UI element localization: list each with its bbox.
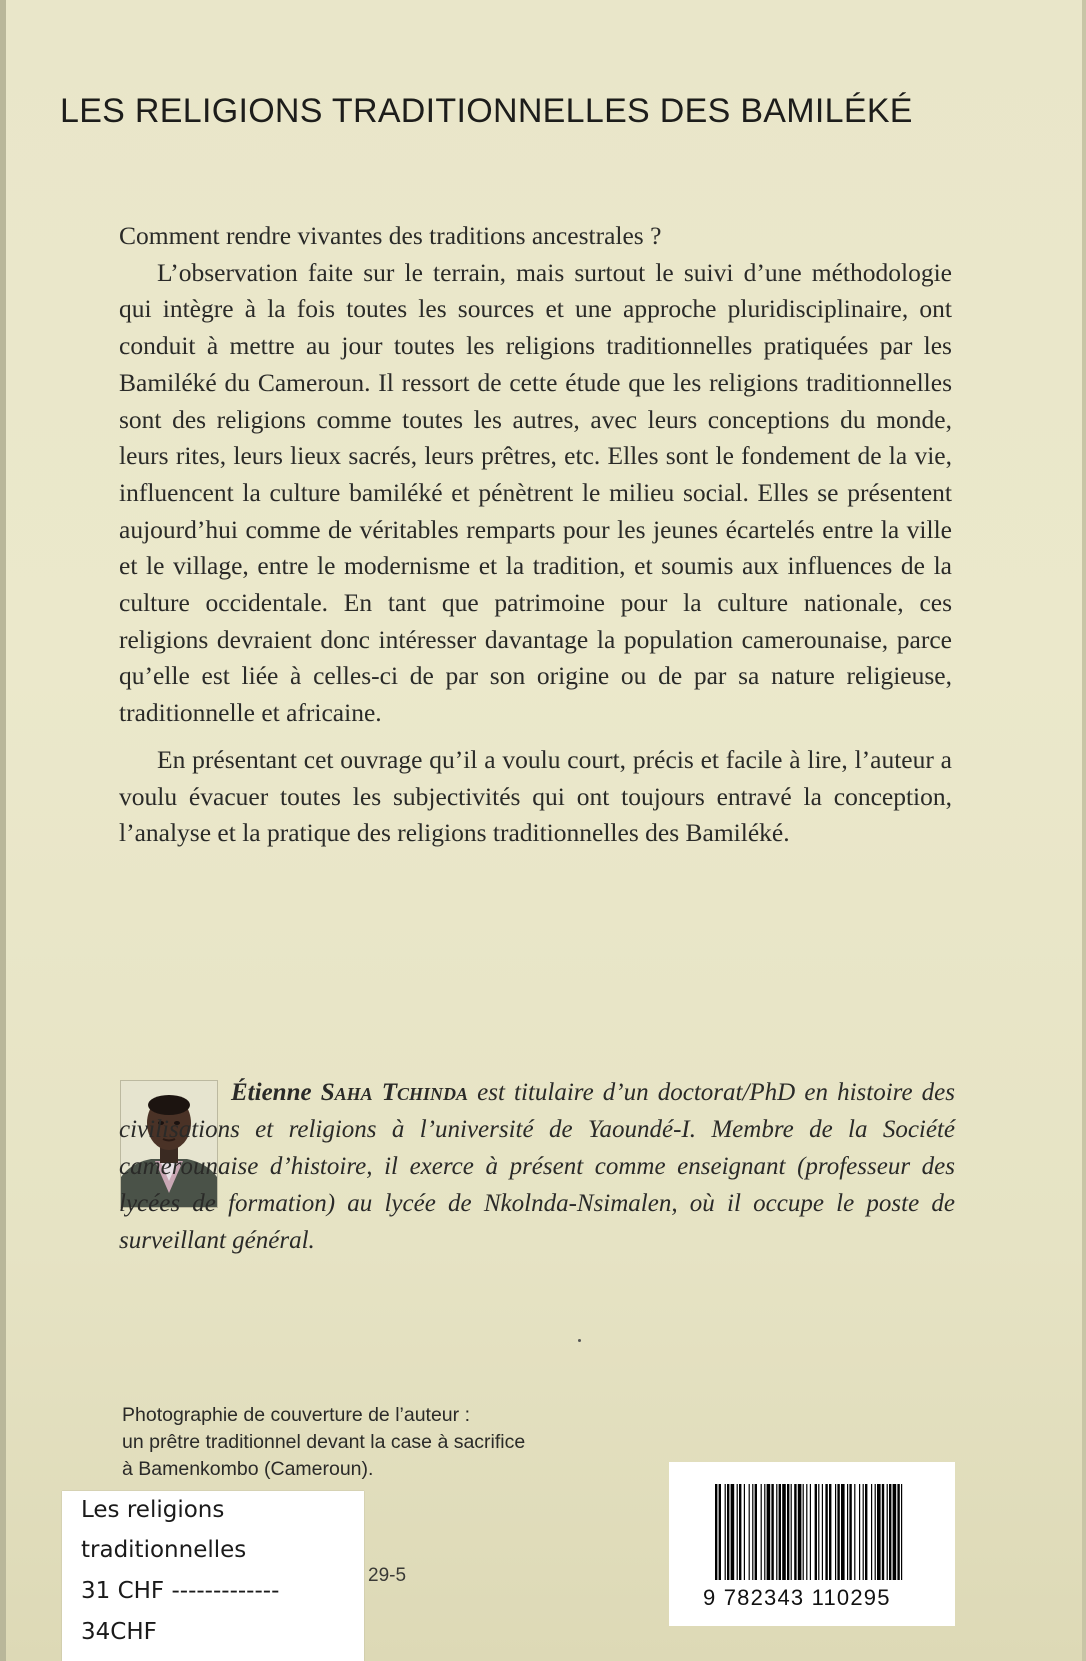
cover-edge-left — [0, 0, 6, 1661]
sticker-line-4: 34CHF — [81, 1619, 157, 1645]
cover-edge-right — [1082, 0, 1086, 1661]
blurb-paragraph-2: En présentant cet ouvrage qu’il a voulu court, précis et facile à lire, l’auteur a voulu évacuer toutes les subjectivités qui ont toujours entravé la conception, l’analyse et la pratique des religions traditionnelles des Bamiléké. — [119, 744, 952, 848]
blurb — [119, 218, 952, 852]
barcode-bars — [715, 1484, 905, 1584]
print-speck — [578, 1339, 581, 1342]
book-title: LES RELIGIONS TRADITIONNELLES DES BAMILÉKÉ — [60, 92, 913, 130]
author-first-name: Étienne — [231, 1079, 312, 1106]
author-bio-text: est titulaire d’un doctorat/PhD en histoire des civilisations et religions à l’université de Yaoundé-I. Membre de la Société camerounaise d’histoire, il exerce à présent comme enseignant (professeur des lycées de formation) au lycée de Nkolnda-Nsimalen, où il occupe le poste de surveillant général. — [119, 1079, 955, 1254]
sticker-line-1: Les religions — [81, 1497, 225, 1523]
barcode-digits: 9 782343 110295 — [703, 1585, 891, 1610]
author-bio — [119, 1074, 955, 1259]
sticker-line-3: 31 CHF ------------- — [81, 1578, 280, 1604]
isbn-partial: 29-5 — [368, 1565, 407, 1586]
sticker-line-2: traditionnelles — [81, 1537, 247, 1563]
price-sticker — [62, 1491, 364, 1661]
photo-caption-line-3: à Bamenkombo (Cameroun). — [122, 1458, 374, 1480]
photo-caption — [122, 1402, 682, 1483]
barcode — [669, 1462, 955, 1626]
author-name — [231, 1079, 468, 1106]
photo-caption-line-2: un prêtre traditionnel devant la case à sacrifice — [122, 1431, 526, 1453]
blurb-paragraph-1: L’observation faite sur le terrain, mais surtout le suivi d’une méthodologie qui intègre à la fois toutes les sources et une approche pluridisciplinaire, ont conduit à mettre au jour toutes les religions traditionnelles pratiquées par les Bamiléké du Cameroun. Il ressort de cette étude que les religions traditionnelles sont des religions comme toutes les autres, avec leurs conceptions du monde, leurs rites, leurs lieux sacrés, leurs prêtres, etc. Elles sont le fondement de la vie, influencent la culture bamiléké et pénètrent le milieu social. Elles se présentent aujourd’hui comme de véritables remparts pour les jeunes écartelés entre la ville et le village, entre le modernisme et la tradition, et soumis aux influences de la culture occidentale. En tant que patrimoine pour la culture nationale, ces religions devraient donc intéresser davantage la population camerounaise, parce qu’elle est liée à celles-ci de par son origine ou de par sa nature religieuse, traditionnelle et africaine. — [119, 257, 952, 728]
blurb-question: Comment rendre vivantes des traditions ancestrales ? — [119, 221, 662, 250]
photo-caption-line-1: Photographie de couverture de l’auteur : — [122, 1404, 470, 1426]
author-surname: Saha Tchinda — [320, 1079, 469, 1106]
